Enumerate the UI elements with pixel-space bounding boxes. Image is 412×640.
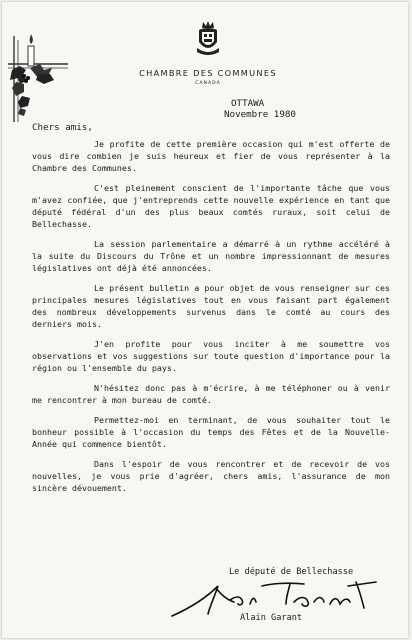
- paragraph: J'en profite pour vous inciter à me soumettre vos observations et vos suggestions sur toute question d'importance pour la région ou l'ensemble du pays.: [32, 339, 390, 373]
- organization-country: CANADA: [195, 81, 221, 86]
- holly-candle-ornament-icon: [8, 30, 68, 122]
- letterhead: [134, 68, 282, 86]
- salutation: Chers amis,: [32, 122, 93, 133]
- paragraph: Permettez-moi en terminant, de vous souhaiter tout le bonheur possible à l'occasion du temps des Fêtes et de la Nouvelle-Année qui commence bientôt.: [32, 415, 390, 449]
- paragraph: Le présent bulletin a pour objet de vous renseigner sur ces principales mesures législatives tout en vous faisant part également des nombreux développements survenus dans le comté au cours des derniers mois.: [32, 283, 390, 329]
- letter-place: OTTAWA: [231, 98, 265, 109]
- paragraph: C'est pleinement conscient de l'importante tâche que vous m'avez confiée, que j'entreprends cette nouvelle expérience en tant que député fédéral d'un des plus beaux comtés ruraux, soit celui de Bellechasse.: [32, 183, 390, 229]
- paragraph: La session parlementaire a démarré à un rythme accéléré à la suite du Discours du Trône et un nombre impressionnant de mesures législatives ont déjà été annoncées.: [32, 239, 390, 273]
- paragraph: N'hésitez donc pas à m'écrire, à me téléphoner ou à venir me rencontrer à mon bureau de comté.: [32, 383, 390, 405]
- letter-date: Novembre 1980: [224, 109, 296, 120]
- signer-name: Alain Garant: [240, 613, 303, 623]
- closing-line: Le député de Bellechasse: [229, 567, 354, 577]
- paragraph: Dans l'espoir de vous rencontrer et de recevoir de vos nouvelles, je vous prie d'agréer, chers amis, l'assurance de mon sincère dévouement.: [32, 459, 390, 493]
- organization-name: CHAMBRE DES COMMUNES: [139, 68, 277, 78]
- handwritten-signature: [170, 578, 380, 618]
- royal-coat-of-arms-icon: [195, 20, 221, 56]
- letter-body: [32, 138, 390, 502]
- paragraph: Je profite de cette première occasion qui m'est offerte de vous dire combien je suis heureux et fier de vous représenter à la Chambre des Communes.: [32, 139, 390, 173]
- letter-page: [2, 2, 408, 638]
